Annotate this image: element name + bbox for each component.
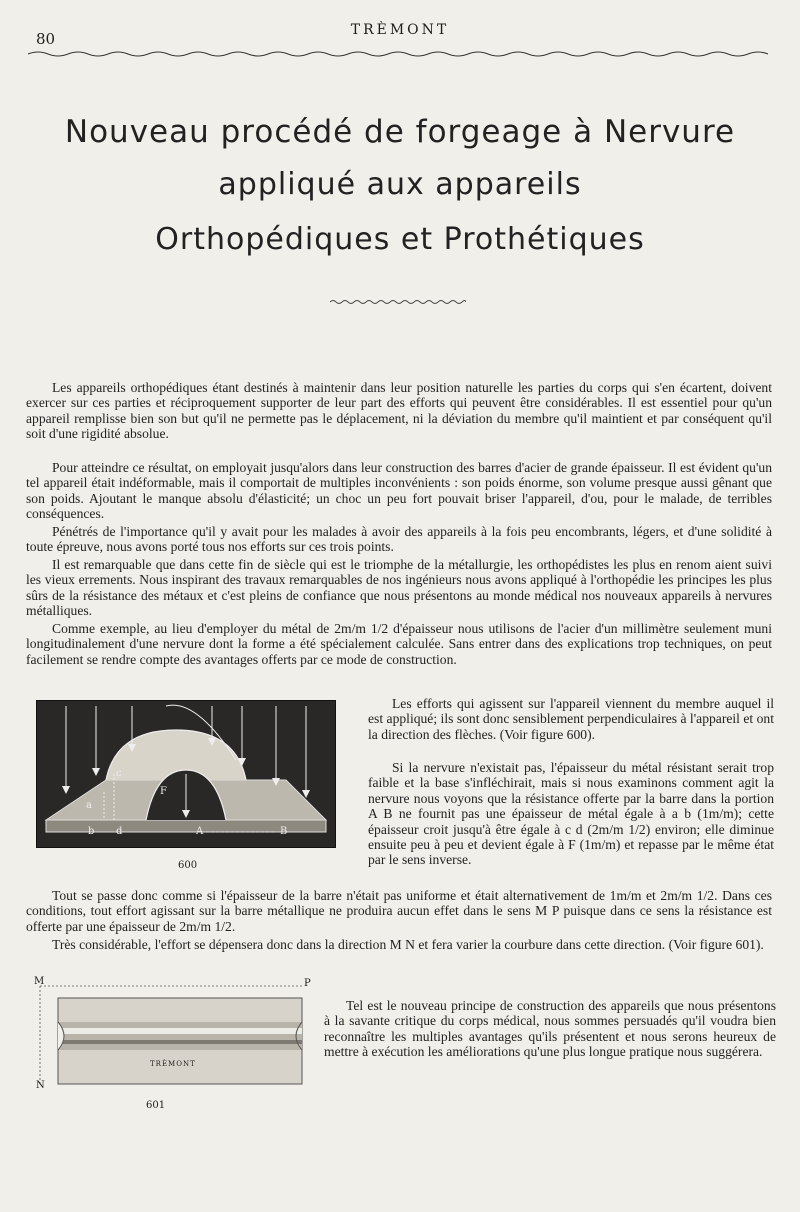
fig601-label-P: P bbox=[304, 978, 311, 989]
paragraph-3: Pénétrés de l'importance qu'il y avait pour les malades à avoir des appareils à la fois peu encombrants, légers, et d'une solidité à toute épreuve, nous avons porté tous nos efforts sur ces trois points. bbox=[26, 524, 772, 555]
fig600-label-F: F bbox=[160, 786, 167, 797]
fig601-label-N: N bbox=[36, 1080, 45, 1091]
paragraph-2: Pour atteindre ce résultat, on employait jusqu'alors dans leur construction des barres d'acier de grande épaisseur. Il est évident qu'un tel appareil était indéformable, mais il comportait de multiples inconvénients : son poids énorme, son volume presque aussi gênant que son poids. Ajoutant le manque absolu d'élasticité; un choc un peu fort pouvait briser l'appareil, d'ou, pour le malade, de terribles conséquences. bbox=[26, 460, 772, 522]
title-line-2: appliqué aux appareils bbox=[218, 167, 582, 202]
title-ornament bbox=[330, 296, 466, 308]
fig600-label-c: c bbox=[116, 768, 122, 779]
paragraph-7: Très considérable, l'effort se dépensera donc dans la direction M N et fera varier la courbure dans cette direction. (Voir figure 601). bbox=[52, 937, 764, 952]
running-head: TRÈMONT bbox=[350, 22, 450, 38]
page-number: 80 bbox=[36, 30, 56, 48]
fig600-label-b: b bbox=[88, 826, 95, 837]
paragraph-6: Tout se passe donc comme si l'épaisseur de la barre n'était pas uniforme et était alternativement de 1m/m et 2m/m 1/2. Dans ces conditions, tout effort agissant sur la barre métallique ne produira aucun effet dans le sens M P puisque dans ce sens la résistance est offerte par une épaisseur de 2m/m 1/2. bbox=[26, 888, 772, 934]
column-paragraph-2: Si la nervure n'existait pas, l'épaisseur du métal résistant serait trop faible et la base s'infléchirait, mais si nous examinons comment agit la nervure nous voyons que la résistance offerte par la barre dans la portion A B ne fournit pas une épaisseur de métal égale à a b (1m/m); cette épaisseur croit jusqu'à être égale à c d (2m/m 1/2) environ; elle diminue ensuite peu à peu et devient égale à F (1m/m) et repasse par le même état par le sens inverse. bbox=[368, 760, 774, 868]
paragraph-1: Les appareils orthopédiques étant destinés à maintenir dans leur position naturelle les parties du corps qui s'en écartent, doivent exercer sur ces parties et réciproquement supporter de leur part des efforts qui peuvent être considérables. Il est essentiel pour qu'un appareil remplisse bien son but qu'il ne permette pas le déplacement, ni la déviation du membre qu'il maintient et par conséquent qu'il soit d'une rigidité absolue. bbox=[26, 380, 772, 442]
header-rule bbox=[28, 48, 768, 62]
fig600-label-d: d bbox=[116, 826, 123, 837]
figure-601-caption: 601 bbox=[146, 1100, 166, 1111]
fig600-label-a: a bbox=[86, 800, 92, 811]
fig601-label-M: M bbox=[34, 976, 45, 987]
figure-601 bbox=[30, 982, 314, 1094]
paragraph-5: Comme exemple, au lieu d'employer du métal de 2m/m 1/2 d'épaisseur nous utilisons de l'acier d'un millimètre seulement muni longitudinalement d'une nervure dont la forme a été spécialement calculée. Sans entrer dans des explications trop techniques, on peut facilement se rendre compte des avantages offerts par ce mode de construction. bbox=[26, 621, 772, 667]
fig601-stamp: TRÈMONT bbox=[150, 1060, 196, 1068]
fig600-label-B: B bbox=[280, 826, 288, 837]
column-paragraph-3: Tel est le nouveau principe de construction des appareils que nous présentons à la savante critique du corps médical, nous sommes persuadés qu'il voudra bien reconnaître les multiples avantages qu'ils présentent et nous serons heureux de mettre à exécution les améliorations qu'une plus longue pratique nous suggérera. bbox=[324, 998, 776, 1060]
fig600-label-A: A bbox=[196, 826, 204, 837]
column-paragraph-1: Les efforts qui agissent sur l'appareil viennent du membre auquel il est appliqué; ils sont donc sensiblement perpendiculaires à l'appareil et ont la direction des flèches. (Voir figure 600). bbox=[368, 696, 774, 742]
title-line-1: Nouveau procédé de forgeage à Nervure bbox=[64, 114, 736, 150]
paragraph-4: Il est remarquable que dans cette fin de siècle qui est le triomphe de la métallurgie, les orthopédistes les plus en renom aient suivi les vieux errements. Nous inspirant des travaux remarquables de nos ingénieurs nous avons appliqué à l'orthopédie les principes les plus sûrs de la résistance des métaux et c'est pleins de confiance que nous présentons au monde médical nos nouveaux appareils à nervures métalliques. bbox=[26, 557, 772, 619]
title-line-3: Orthopédiques et Prothétiques bbox=[155, 222, 645, 257]
figure-600-caption: 600 bbox=[178, 860, 198, 871]
figure-600 bbox=[36, 700, 336, 848]
